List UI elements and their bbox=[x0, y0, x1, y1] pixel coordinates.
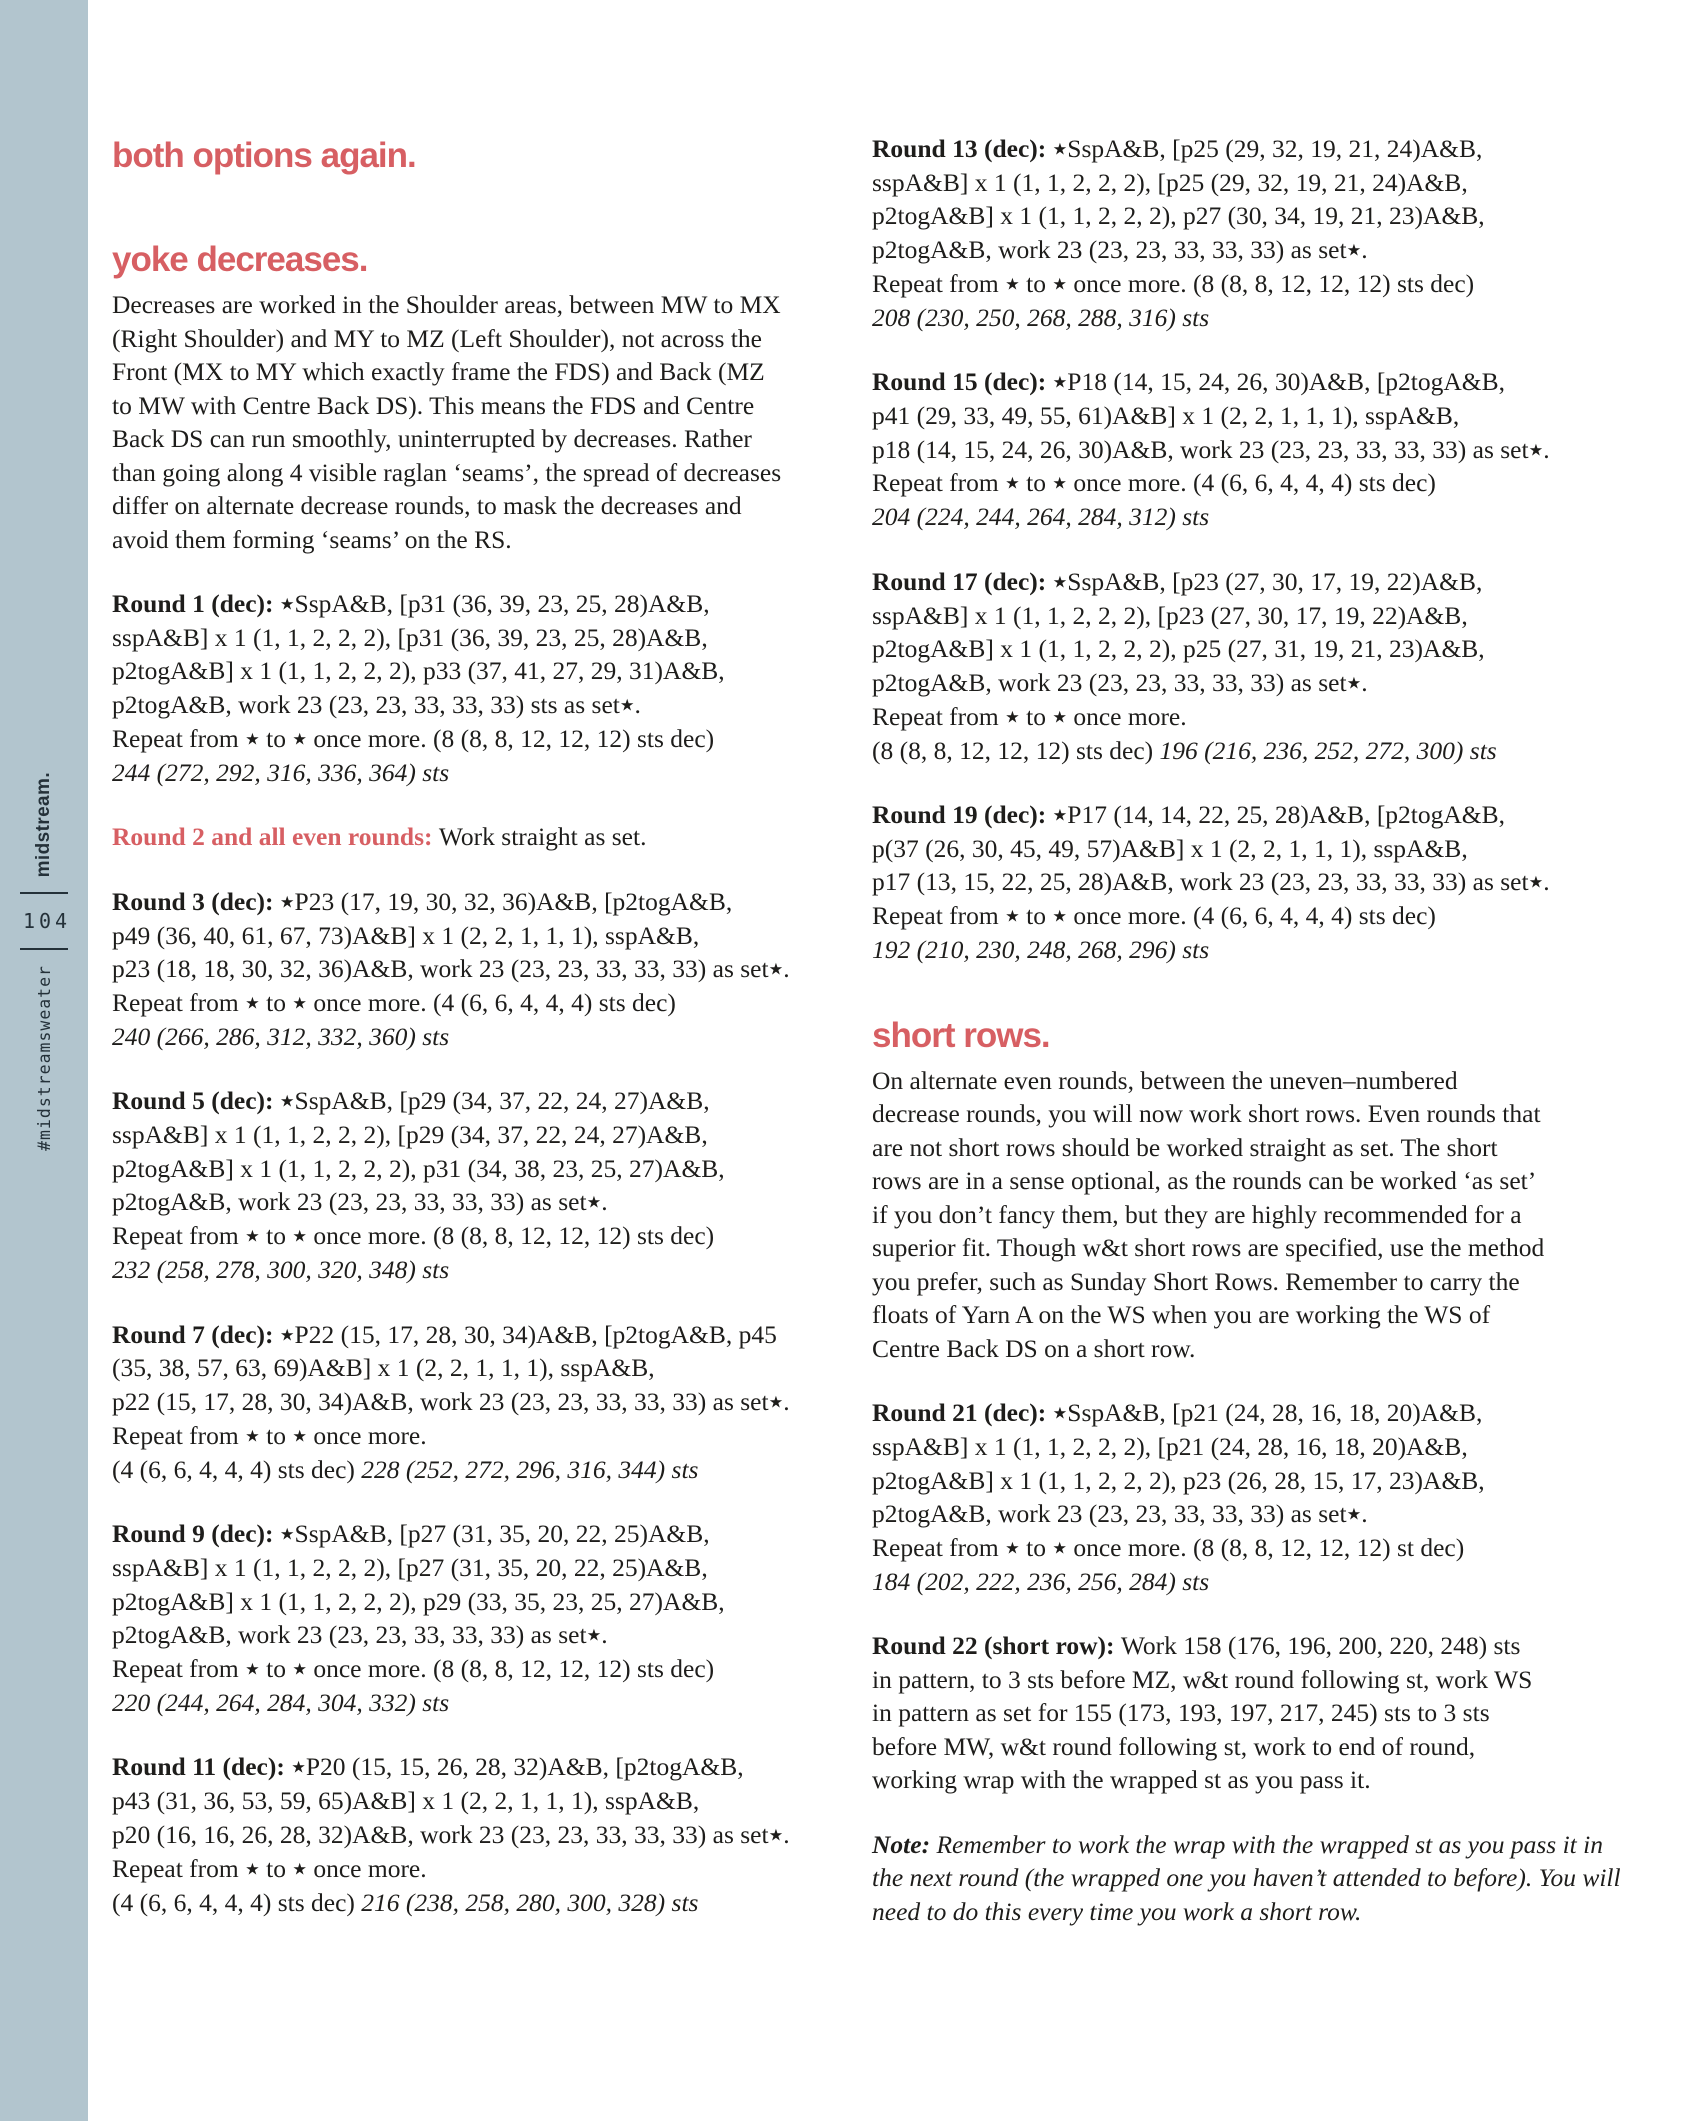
round-block bbox=[872, 1396, 1485, 1598]
round-block bbox=[112, 1318, 790, 1487]
text-line: Round 13 (dec): ★SspA&B, [p25 (29, 32, 19, 21, 24)A&B, bbox=[872, 134, 1483, 163]
text-line: 184 (202, 222, 236, 256, 284) sts bbox=[872, 1566, 1210, 1596]
text-line: are not short rows should be worked straight as set. The short bbox=[872, 1132, 1498, 1162]
repeat-star-icon: ★ bbox=[292, 1859, 307, 1879]
section-heading: both options again. bbox=[112, 136, 416, 175]
text-line: sspA&B] x 1 (1, 1, 2, 2, 2), [p25 (29, 32, 19, 21, 24)A&B, bbox=[872, 167, 1468, 197]
round-block bbox=[872, 798, 1550, 967]
text-line: p(37 (26, 30, 45, 49, 57)A&B] x 1 (2, 2, 1, 1, 1), sspA&B, bbox=[872, 833, 1468, 863]
repeat-star-icon: ★ bbox=[768, 1825, 784, 1845]
repeat-star-icon: ★ bbox=[1052, 1538, 1067, 1558]
text-line: Repeat from ★ to ★ once more. (4 (6, 6, 4, 4, 4) sts dec) bbox=[112, 987, 676, 1017]
repeat-star-icon: ★ bbox=[1052, 906, 1067, 926]
text-line: rows are in a sense optional, as the rounds can be worked ‘as set’ bbox=[872, 1166, 1537, 1196]
round-block bbox=[872, 1629, 1532, 1797]
text-line: the next round (the wrapped one you haven’t attended to before). You will bbox=[872, 1863, 1621, 1893]
text-line: p41 (29, 33, 49, 55, 61)A&B] x 1 (2, 2, 1, 1, 1), sspA&B, bbox=[872, 401, 1460, 431]
text-line: Repeat from ★ to ★ once more. (8 (8, 8, 12, 12, 12) sts dec) bbox=[112, 1653, 715, 1683]
page-number: 104 bbox=[22, 909, 72, 934]
repeat-star-icon: ★ bbox=[292, 1659, 307, 1679]
text-line: Repeat from ★ to ★ once more. bbox=[112, 1853, 427, 1883]
round-block bbox=[112, 820, 646, 854]
text-line: p2togA&B, work 23 (23, 23, 33, 33, 33) as set★. bbox=[872, 1499, 1368, 1529]
repeat-star-icon: ★ bbox=[1005, 1538, 1020, 1558]
repeat-star-icon: ★ bbox=[292, 1426, 307, 1446]
right-column bbox=[872, 132, 1621, 1959]
text-line: 220 (244, 264, 284, 304, 332) sts bbox=[112, 1687, 450, 1717]
repeat-star-icon: ★ bbox=[292, 993, 307, 1013]
text-line: sspA&B] x 1 (1, 1, 2, 2, 2), [p29 (34, 37, 22, 24, 27)A&B, bbox=[112, 1120, 708, 1150]
text-line: p2togA&B, work 23 (23, 23, 33, 33, 33) as set★. bbox=[872, 234, 1368, 264]
text-line: Note: Remember to work the wrap with the wrapped st as you pass it in bbox=[872, 1829, 1603, 1859]
text-line: Decreases are worked in the Shoulder areas, between MW to MX bbox=[112, 290, 781, 319]
text-line: before MW, w&t round following st, work to end of round, bbox=[872, 1731, 1476, 1761]
text-line: Repeat from ★ to ★ once more. (8 (8, 8, 12, 12, 12) sts dec) bbox=[872, 268, 1475, 298]
text-line: Repeat from ★ to ★ once more. (4 (6, 6, 4, 4, 4) sts dec) bbox=[872, 468, 1436, 498]
text-line: (35, 38, 57, 63, 69)A&B] x 1 (2, 2, 1, 1, 1), sspA&B, bbox=[112, 1353, 655, 1383]
text-line: Round 22 (short row): Work 158 (176, 196, 200, 220, 248) sts bbox=[872, 1631, 1521, 1661]
text-line: Repeat from ★ to ★ once more. bbox=[112, 1420, 427, 1450]
text-line: p2togA&B] x 1 (1, 1, 2, 2, 2), p29 (33, 35, 23, 25, 27)A&B, bbox=[112, 1586, 725, 1616]
repeat-star-icon: ★ bbox=[768, 1392, 784, 1412]
text-line: p22 (15, 17, 28, 30, 34)A&B, work 23 (23, 23, 33, 33, 33) as set★. bbox=[112, 1386, 790, 1416]
text-line: p2togA&B, work 23 (23, 23, 33, 33, 33) sts as set★. bbox=[112, 689, 641, 719]
text-line: On alternate even rounds, between the uneven–numbered bbox=[872, 1065, 1458, 1095]
repeat-star-icon: ★ bbox=[1346, 1504, 1362, 1524]
text-line: in pattern, to 3 sts before MZ, w&t round following st, work WS bbox=[872, 1664, 1533, 1694]
text-line: p2togA&B] x 1 (1, 1, 2, 2, 2), p23 (26, 28, 15, 17, 23)A&B, bbox=[872, 1465, 1485, 1495]
repeat-star-icon: ★ bbox=[1528, 439, 1544, 459]
text-line: Centre Back DS on a short row. bbox=[872, 1333, 1196, 1363]
text-line: than going along 4 visible raglan ‘seams’, the spread of decreases bbox=[112, 457, 782, 487]
text-line: Round 15 (dec): ★P18 (14, 15, 24, 26, 30)A&B, [p2togA&B, bbox=[872, 367, 1506, 397]
text-line: decrease rounds, you will now work short rows. Even rounds that bbox=[872, 1099, 1541, 1129]
repeat-star-icon: ★ bbox=[245, 1859, 260, 1879]
repeat-star-icon: ★ bbox=[1052, 139, 1068, 159]
text-line: in pattern as set for 155 (173, 193, 197, 217, 245) sts to 3 sts bbox=[872, 1698, 1490, 1728]
text-line: Repeat from ★ to ★ once more. (8 (8, 8, 12, 12, 12) st dec) bbox=[872, 1532, 1465, 1562]
text-line: you prefer, such as Sunday Short Rows. Remember to carry the bbox=[872, 1266, 1520, 1296]
sidebar-divider bbox=[20, 948, 68, 950]
text-line: p2togA&B] x 1 (1, 1, 2, 2, 2), p25 (27, 31, 19, 21, 23)A&B, bbox=[872, 634, 1485, 664]
repeat-star-icon: ★ bbox=[1052, 805, 1068, 825]
repeat-star-icon: ★ bbox=[245, 1659, 260, 1679]
text-line: p23 (18, 18, 30, 32, 36)A&B, work 23 (23, 23, 33, 33, 33) as set★. bbox=[112, 954, 790, 984]
round-block bbox=[112, 1084, 725, 1286]
brand-text: midstream. bbox=[33, 772, 54, 878]
text-line: Repeat from ★ to ★ once more. (4 (6, 6, 4, 4, 4) sts dec) bbox=[872, 901, 1436, 931]
section-heading: short rows. bbox=[872, 1015, 1050, 1055]
repeat-star-icon: ★ bbox=[245, 1226, 260, 1246]
text-line: Round 11 (dec): ★P20 (15, 15, 26, 28, 32)A&B, [p2togA&B, bbox=[112, 1752, 744, 1782]
text-line: Round 17 (dec): ★SspA&B, [p23 (27, 30, 17, 19, 22)A&B, bbox=[872, 566, 1483, 596]
round-block bbox=[872, 565, 1497, 767]
text-line: p2togA&B, work 23 (23, 23, 33, 33, 33) as set★. bbox=[112, 1187, 608, 1217]
repeat-star-icon: ★ bbox=[1052, 707, 1067, 727]
left-column bbox=[112, 132, 832, 1950]
repeat-star-icon: ★ bbox=[619, 695, 635, 715]
repeat-star-icon: ★ bbox=[1528, 872, 1544, 892]
text-line: 232 (258, 278, 300, 320, 348) sts bbox=[112, 1255, 450, 1285]
round-block bbox=[872, 132, 1485, 334]
paragraph bbox=[872, 1064, 1544, 1366]
repeat-star-icon: ★ bbox=[279, 1524, 295, 1544]
repeat-star-icon: ★ bbox=[1005, 473, 1020, 493]
text-line: avoid them forming ‘seams’ on the RS. bbox=[112, 524, 512, 554]
text-line: 204 (224, 244, 264, 284, 312) sts bbox=[872, 502, 1210, 532]
text-line: differ on alternate decrease rounds, to mask the decreases and bbox=[112, 491, 742, 520]
text-line: p49 (36, 40, 61, 67, 73)A&B] x 1 (2, 2, 1, 1, 1), sspA&B, bbox=[112, 920, 700, 950]
text-line: Repeat from ★ to ★ once more. (8 (8, 8, 12, 12, 12) sts dec) bbox=[112, 1221, 715, 1251]
text-line: p18 (14, 15, 24, 26, 30)A&B, work 23 (23, 23, 33, 33, 33) as set★. bbox=[872, 434, 1550, 464]
text-line: sspA&B] x 1 (1, 1, 2, 2, 2), [p21 (24, 28, 16, 18, 20)A&B, bbox=[872, 1432, 1468, 1462]
round-block bbox=[112, 1750, 790, 1919]
text-line: 240 (266, 286, 312, 332, 360) sts bbox=[112, 1021, 450, 1051]
repeat-star-icon: ★ bbox=[1052, 274, 1067, 294]
sidebar bbox=[0, 0, 88, 2121]
repeat-star-icon: ★ bbox=[245, 1426, 260, 1446]
text-line: to MW with Centre Back DS). This means the FDS and Centre bbox=[112, 390, 755, 420]
text-line: Front (MX to MY which exactly frame the FDS) and Back (MZ bbox=[112, 357, 765, 386]
text-line: p43 (31, 36, 53, 59, 65)A&B] x 1 (2, 2, 1, 1, 1), sspA&B, bbox=[112, 1786, 700, 1816]
text-line: Round 2 and all even rounds: Work straight as set. bbox=[112, 822, 647, 852]
repeat-star-icon: ★ bbox=[1052, 1403, 1068, 1423]
repeat-star-icon: ★ bbox=[292, 1226, 307, 1246]
text-line: Round 7 (dec): ★P22 (15, 17, 28, 30, 34)A&B, [p2togA&B, p45 bbox=[112, 1319, 777, 1349]
hashtag-text: #midstreamsweater bbox=[34, 965, 54, 1152]
text-line: 192 (210, 230, 248, 268, 296) sts bbox=[872, 935, 1210, 965]
text-line: p20 (16, 16, 26, 28, 32)A&B, work 23 (23, 23, 33, 33, 33) as set★. bbox=[112, 1819, 790, 1849]
text-line: sspA&B] x 1 (1, 1, 2, 2, 2), [p23 (27, 30, 17, 19, 22)A&B, bbox=[872, 600, 1468, 630]
text-line: Round 21 (dec): ★SspA&B, [p21 (24, 28, 16, 18, 20)A&B, bbox=[872, 1398, 1483, 1428]
repeat-star-icon: ★ bbox=[279, 1091, 295, 1111]
text-line: working wrap with the wrapped st as you pass it. bbox=[872, 1765, 1371, 1795]
repeat-star-icon: ★ bbox=[586, 1625, 602, 1645]
text-line: p2togA&B] x 1 (1, 1, 2, 2, 2), p31 (34, 38, 23, 25, 27)A&B, bbox=[112, 1153, 725, 1183]
repeat-star-icon: ★ bbox=[292, 729, 307, 749]
repeat-star-icon: ★ bbox=[1005, 707, 1020, 727]
text-line: Round 3 (dec): ★P23 (17, 19, 30, 32, 36)A&B, [p2togA&B, bbox=[112, 886, 733, 916]
text-line: p2togA&B, work 23 (23, 23, 33, 33, 33) as set★. bbox=[112, 1620, 608, 1650]
round-block bbox=[872, 365, 1550, 534]
round-block bbox=[112, 885, 790, 1054]
repeat-star-icon: ★ bbox=[1346, 240, 1362, 260]
text-line: Round 5 (dec): ★SspA&B, [p29 (34, 37, 22, 24, 27)A&B, bbox=[112, 1086, 710, 1116]
repeat-star-icon: ★ bbox=[1052, 572, 1068, 592]
text-line: floats of Yarn A on the WS when you are working the WS of bbox=[872, 1300, 1491, 1330]
repeat-star-icon: ★ bbox=[279, 892, 295, 912]
text-line: sspA&B] x 1 (1, 1, 2, 2, 2), [p27 (31, 35, 20, 22, 25)A&B, bbox=[112, 1553, 708, 1583]
repeat-star-icon: ★ bbox=[1346, 673, 1362, 693]
repeat-star-icon: ★ bbox=[1005, 906, 1020, 926]
repeat-star-icon: ★ bbox=[245, 993, 260, 1013]
repeat-star-icon: ★ bbox=[245, 729, 260, 749]
text-line: p2togA&B] x 1 (1, 1, 2, 2, 2), p33 (37, 41, 27, 29, 31)A&B, bbox=[112, 656, 725, 686]
text-line: sspA&B] x 1 (1, 1, 2, 2, 2), [p31 (36, 39, 23, 25, 28)A&B, bbox=[112, 622, 708, 652]
text-line: (8 (8, 8, 12, 12, 12) sts dec) 196 (216, 236, 252, 272, 300) sts bbox=[872, 735, 1497, 765]
text-line: Round 9 (dec): ★SspA&B, [p27 (31, 35, 20, 22, 25)A&B, bbox=[112, 1519, 710, 1549]
text-line: Round 1 (dec): ★SspA&B, [p31 (36, 39, 23, 25, 28)A&B, bbox=[112, 589, 710, 618]
text-line: need to do this every time you work a short row. bbox=[872, 1896, 1362, 1926]
repeat-star-icon: ★ bbox=[279, 594, 295, 614]
text-line: (4 (6, 6, 4, 4, 4) sts dec) 228 (252, 272, 296, 316, 344) sts bbox=[112, 1454, 699, 1484]
text-line: p2togA&B, work 23 (23, 23, 33, 33, 33) as set★. bbox=[872, 667, 1368, 697]
text-line: p2togA&B] x 1 (1, 1, 2, 2, 2), p27 (30, 34, 19, 21, 23)A&B, bbox=[872, 201, 1485, 231]
text-line: 208 (230, 250, 268, 288, 316) sts bbox=[872, 302, 1210, 332]
sidebar-stack bbox=[0, 772, 88, 1151]
round-block bbox=[112, 1517, 725, 1719]
repeat-star-icon: ★ bbox=[1052, 473, 1067, 493]
text-line: if you don’t fancy them, but they are highly recommended for a bbox=[872, 1199, 1522, 1229]
repeat-star-icon: ★ bbox=[768, 959, 784, 979]
repeat-star-icon: ★ bbox=[586, 1192, 602, 1212]
sidebar-divider bbox=[20, 892, 68, 894]
round-block bbox=[872, 1828, 1621, 1929]
text-line: superior fit. Though w&t short rows are specified, use the method bbox=[872, 1233, 1545, 1263]
repeat-star-icon: ★ bbox=[1052, 372, 1068, 392]
text-line: p17 (13, 15, 22, 25, 28)A&B, work 23 (23, 23, 33, 33, 33) as set★. bbox=[872, 867, 1550, 897]
text-line: Back DS can run smoothly, uninterrupted by decreases. Rather bbox=[112, 424, 752, 453]
round-block bbox=[112, 587, 725, 789]
text-line: 244 (272, 292, 316, 336, 364) sts bbox=[112, 757, 450, 787]
section-heading: yoke decreases. bbox=[112, 240, 368, 279]
repeat-star-icon: ★ bbox=[291, 1757, 306, 1777]
text-line: Repeat from ★ to ★ once more. (8 (8, 8, 12, 12, 12) sts dec) bbox=[112, 723, 715, 753]
text-line: (4 (6, 6, 4, 4, 4) sts dec) 216 (238, 258, 280, 300, 328) sts bbox=[112, 1887, 699, 1917]
repeat-star-icon: ★ bbox=[1005, 274, 1020, 294]
text-line: (Right Shoulder) and MY to MZ (Left Shoulder), not across the bbox=[112, 323, 762, 353]
repeat-star-icon: ★ bbox=[279, 1324, 295, 1344]
paragraph bbox=[112, 288, 781, 556]
text-line: Repeat from ★ to ★ once more. bbox=[872, 701, 1187, 731]
text-line: Round 19 (dec): ★P17 (14, 14, 22, 25, 28)A&B, [p2togA&B, bbox=[872, 800, 1506, 830]
